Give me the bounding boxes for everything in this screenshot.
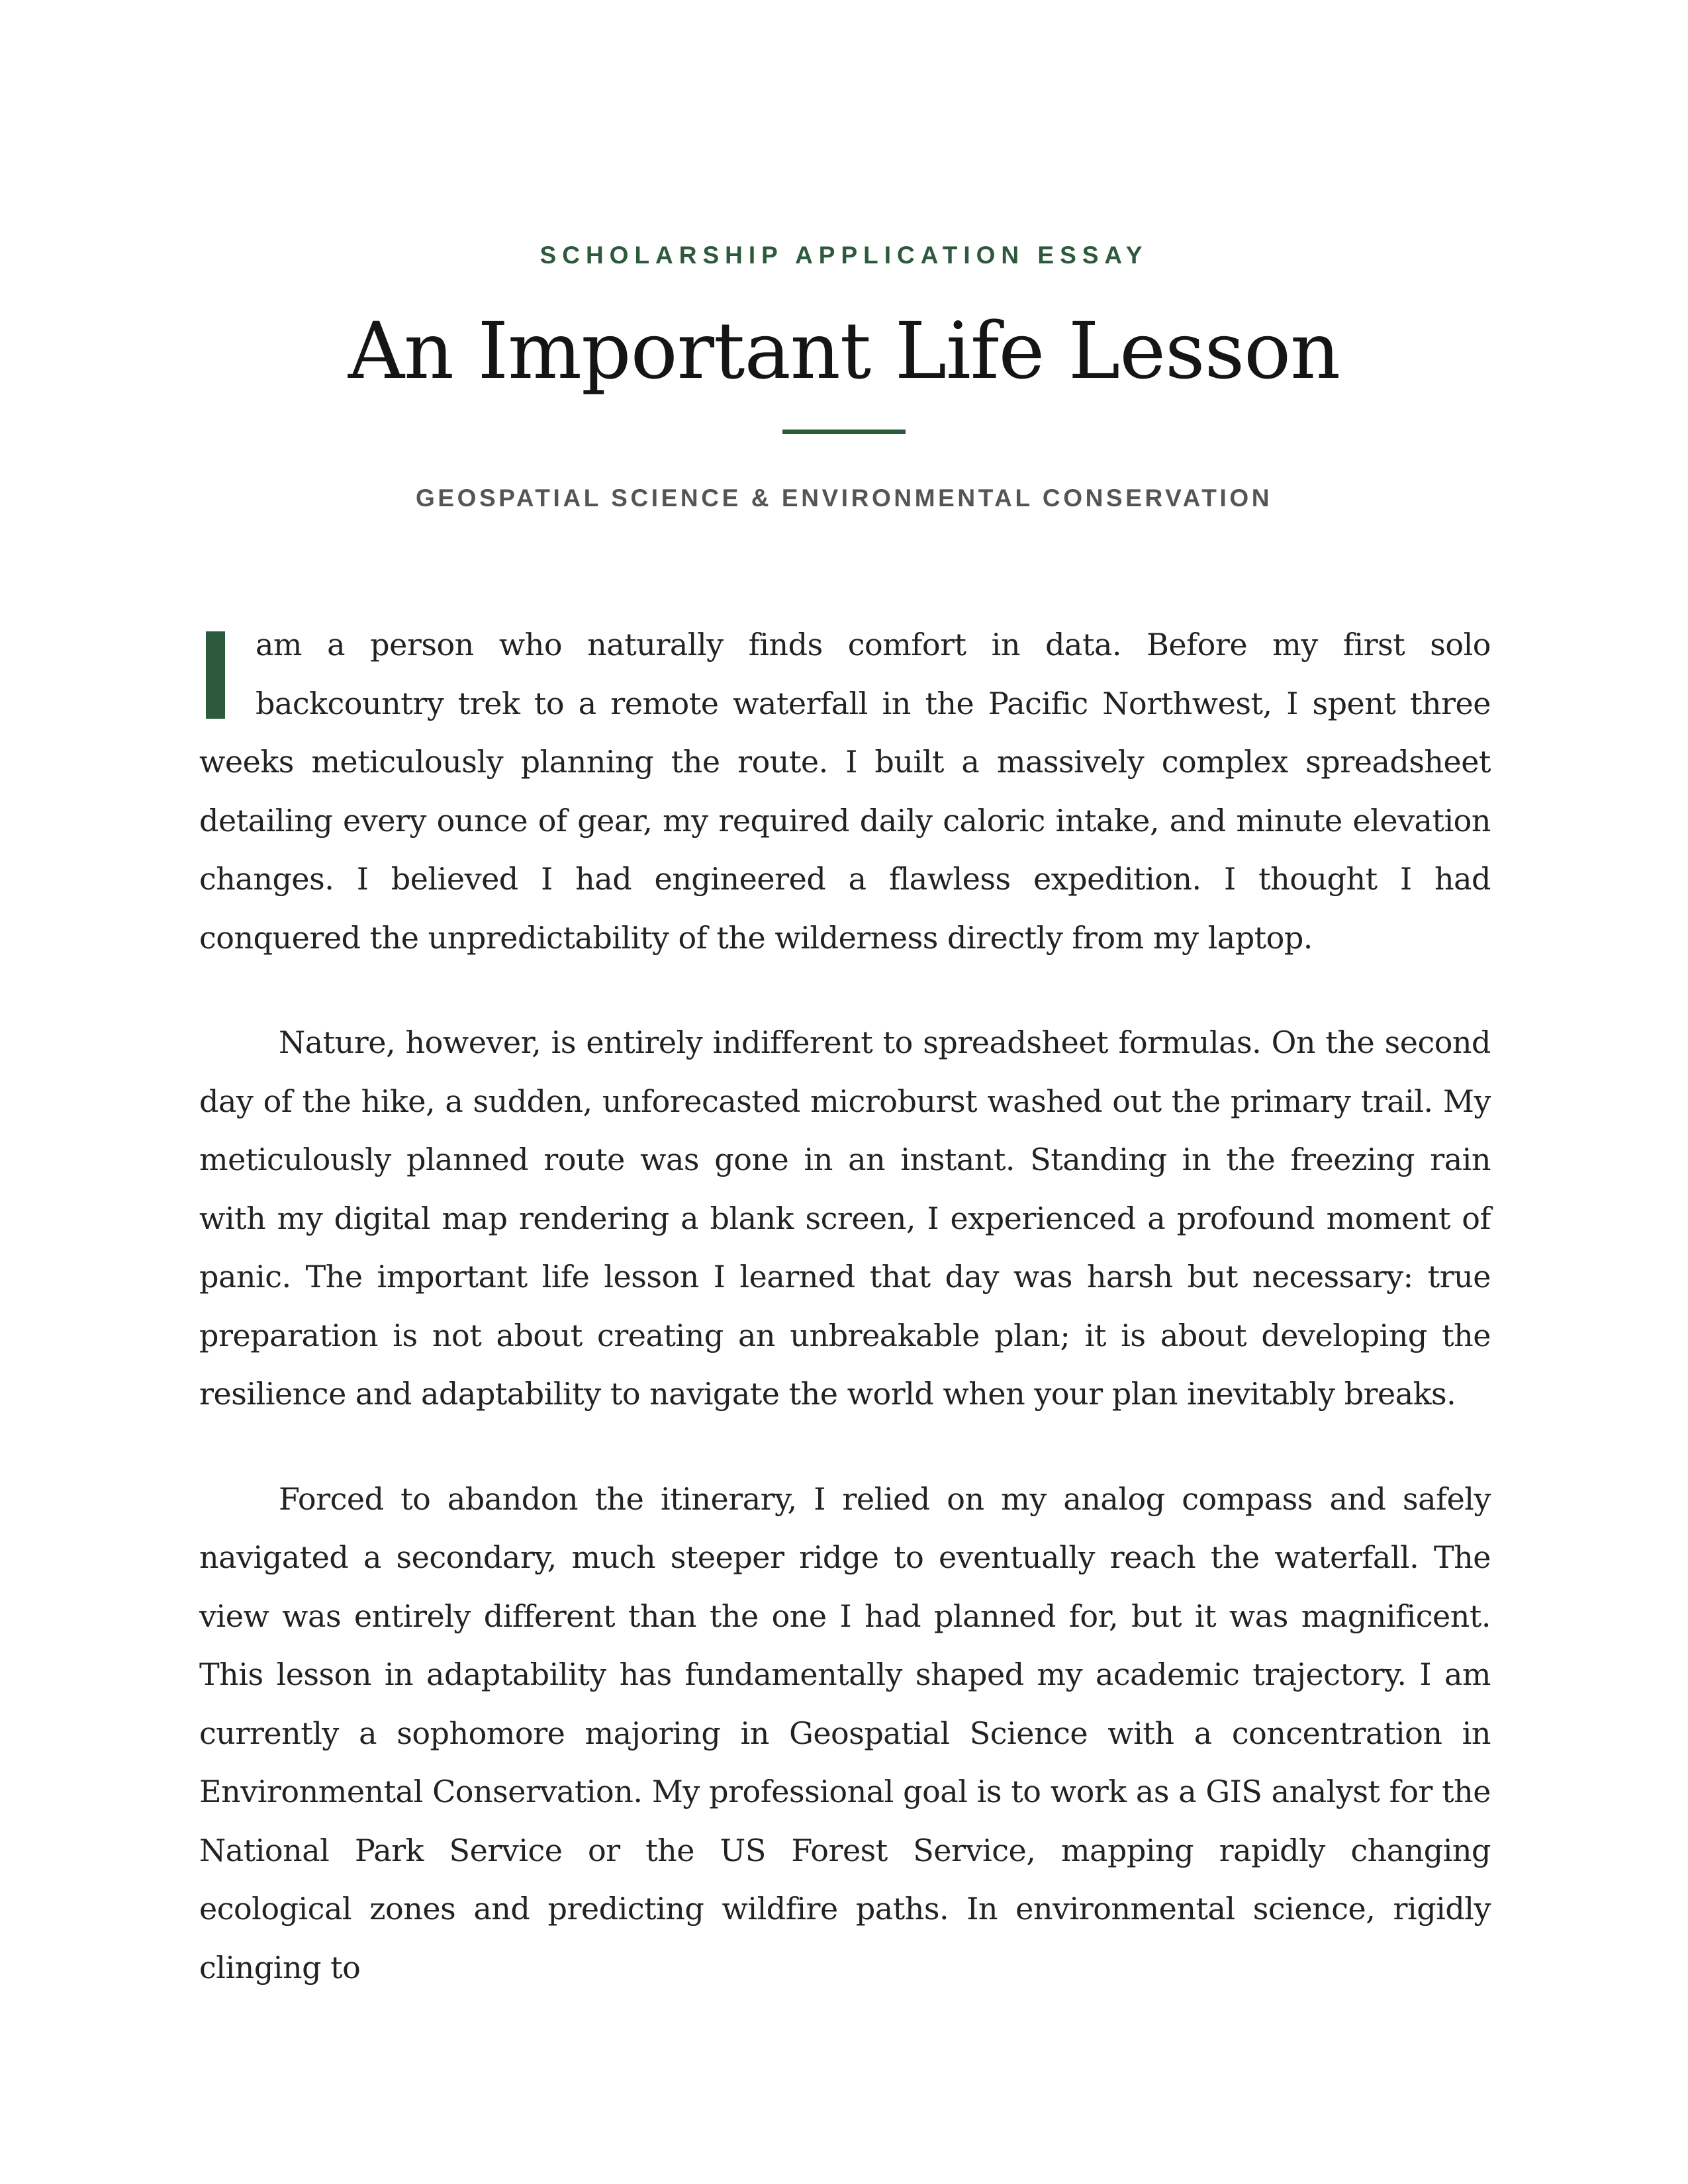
essay-kicker: SCHOLARSHIP APPLICATION ESSAY <box>539 242 1149 269</box>
title-divider <box>782 430 906 434</box>
field-of-study: GEOSPATIAL SCIENCE & ENVIRONMENTAL CONSERVATION <box>415 484 1273 512</box>
essay-body <box>199 615 1491 2043</box>
paragraph-1-text: am a person who naturally finds comfort in data. Before my first solo backcountry trek to a remote waterfall in the Pacific Northwest, I spent three weeks meticulously planning the route. I built a massively complex spreadsheet detailing every ounce of gear, my required daily caloric intake, and minute elevation changes. I believed I had engineered a flawless expedition. I thought I had conquered the unpredictability of the wilderness directly from my laptop. <box>199 627 1491 956</box>
paragraph-2: Nature, however, is entirely indifferent to spreadsheet formulas. On the second day of the hike, a sudden, unforecasted microburst washed out the primary trail. My meticulously planned route was gone in an instant. Standing in the freezing rain with my digital map rendering a blank screen, I experienced a profound moment of panic. The important life lesson I learned that day was harsh but necessary: true preparation is not about creating an unbreakable plan; it is about developing the resilience and adaptability to navigate the world when your plan inevitably breaks. <box>199 1024 1491 1412</box>
essay-title: An Important Life Lesson <box>348 305 1340 396</box>
drop-cap-i <box>206 631 225 719</box>
paragraph-3: Forced to abandon the itinerary, I relied on my analog compass and safely navigated a secondary, much steeper ridge to eventually reach the waterfall. The view was entirely different than the one I had planned for, but it was magnificent. This lesson in adaptability has fundamentally shaped my academic trajectory. I am currently a sophomore majoring in Geospatial Science with a concentration in Environmental Conservation. My professional goal is to work as a GIS analyst for the National Park Service or the US Forest Service, mapping rapidly changing ecological zones and predicting wildfire paths. In environmental science, rigidly clinging to <box>199 1480 1491 1985</box>
paragraph-1 <box>199 615 1491 967</box>
